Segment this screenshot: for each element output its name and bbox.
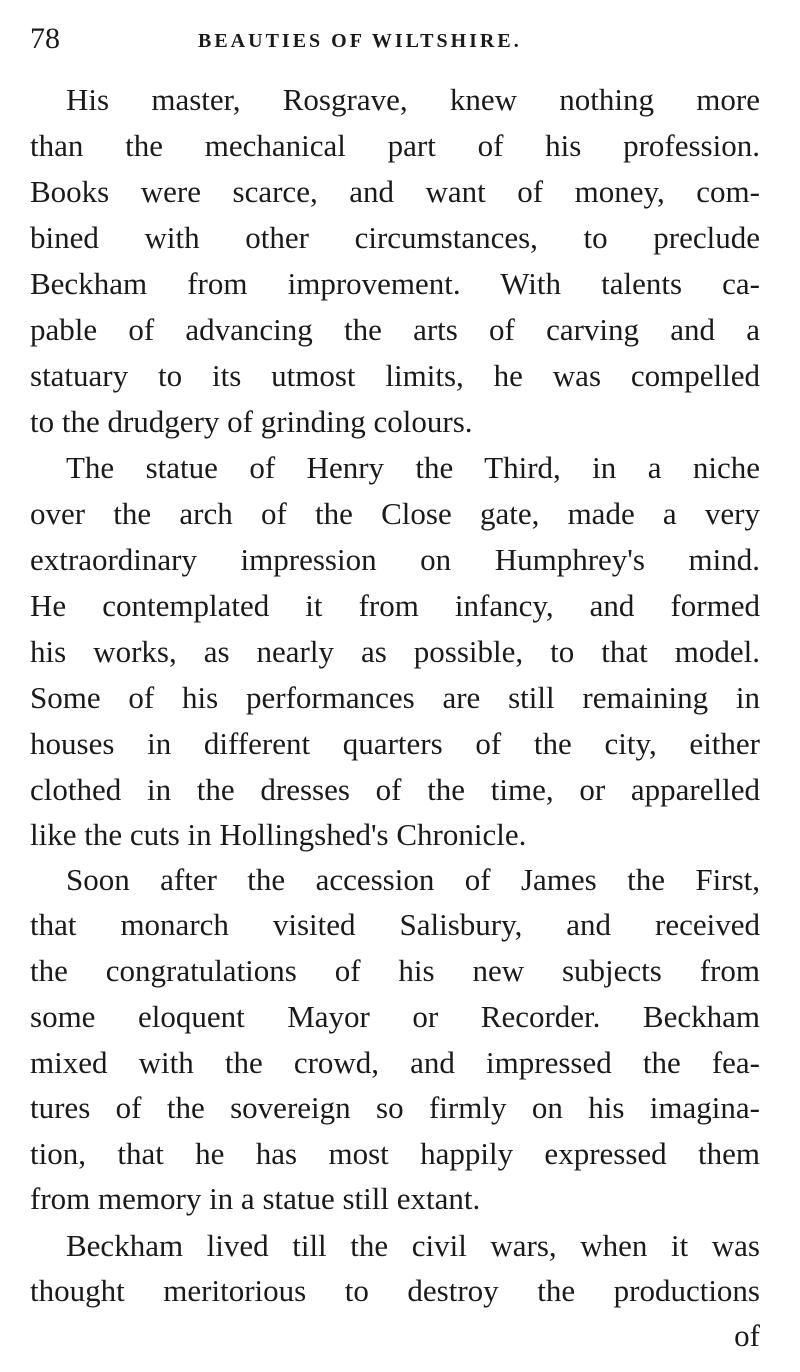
- text-line: extraordinary impression on Humphrey's mind.: [30, 542, 760, 577]
- text-line: his works, as nearly as possible, to that model.: [30, 634, 760, 669]
- text-line: bined with other circumstances, to preclude: [30, 220, 760, 255]
- text-line: He contemplated it from infancy, and formed: [30, 588, 760, 623]
- text-line: to the drudgery of grinding colours.: [30, 404, 473, 439]
- text-line: than the mechanical part of his profession.: [30, 128, 760, 163]
- text-line: Beckham from improvement. With talents ca-: [30, 266, 760, 301]
- text-line: from memory in a statue still extant.: [30, 1181, 481, 1216]
- text-line: Books were scarce, and want of money, com-: [30, 174, 760, 209]
- text-line: Some of his performances are still remaining in: [30, 680, 760, 715]
- text-line: His master, Rosgrave, knew nothing more: [66, 82, 760, 117]
- text-line: some eloquent Mayor or Recorder. Beckham: [30, 999, 760, 1034]
- running-title: BEAUTIES OF WILTSHIRE.: [198, 30, 522, 52]
- text-line: The statue of Henry the Third, in a niche: [66, 450, 760, 485]
- text-line: pable of advancing the arts of carving and a: [30, 312, 760, 347]
- text-line: Soon after the accession of James the First,: [66, 862, 760, 897]
- catchword: of: [734, 1318, 760, 1353]
- text-line: the congratulations of his new subjects from: [30, 953, 760, 988]
- page-number: 78: [30, 22, 60, 55]
- text-line: houses in different quarters of the city, either: [30, 726, 760, 761]
- text-line: mixed with the crowd, and impressed the fea-: [30, 1045, 760, 1080]
- text-line: over the arch of the Close gate, made a very: [30, 496, 760, 531]
- text-line: like the cuts in Hollingshed's Chronicle.: [30, 817, 527, 852]
- text-line: tion, that he has most happily expressed them: [30, 1136, 760, 1171]
- text-line: that monarch visited Salisbury, and received: [30, 907, 760, 942]
- text-line: thought meritorious to destroy the productions: [30, 1273, 760, 1308]
- text-line: tures of the sovereign so firmly on his imagina-: [30, 1090, 760, 1125]
- text-line: statuary to its utmost limits, he was compelled: [30, 358, 760, 393]
- text-line: clothed in the dresses of the time, or apparelled: [30, 772, 760, 807]
- text-line: Beckham lived till the civil wars, when it was: [66, 1228, 760, 1263]
